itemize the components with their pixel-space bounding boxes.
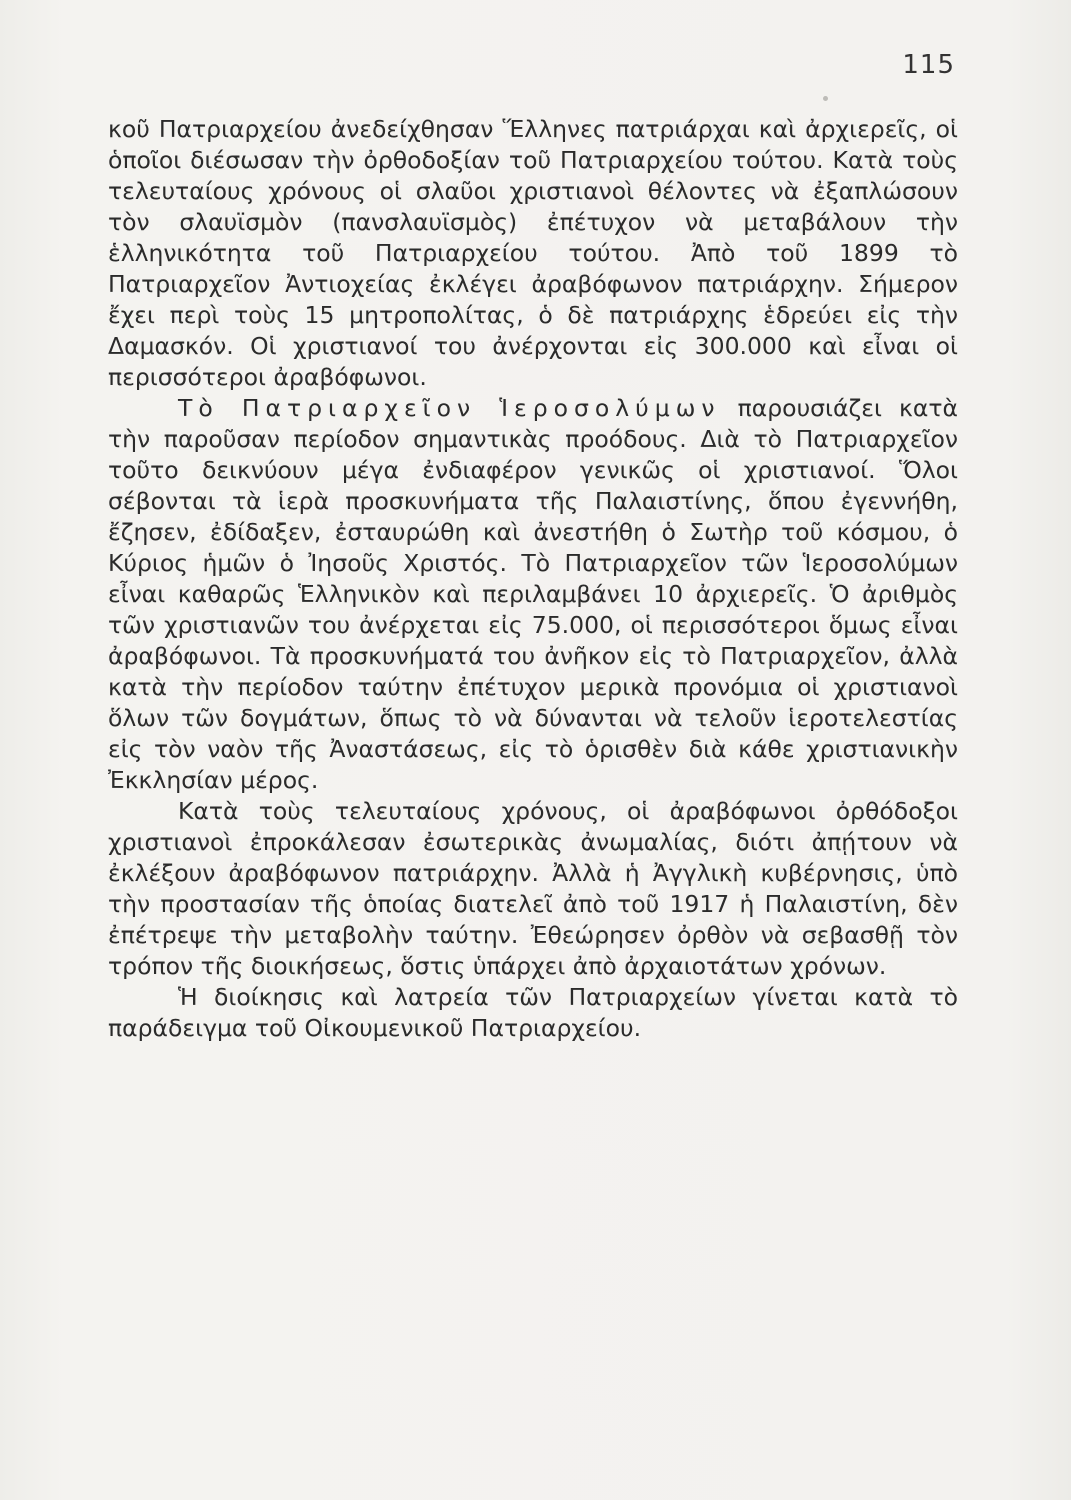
paragraph-jerusalem <box>108 393 958 796</box>
paragraph-antioch-text: κοῦ Πατριαρχείου ἀνεδείχθησαν Ἕλληνες πατριάρχαι καὶ ἀρχιερεῖς, οἱ ὁποῖοι διέσωσαν τὴν ὀρθοδοξίαν τοῦ Πατριαρχείου τούτου. Κατὰ τοὺς τελευταίους χρόνους οἱ σλαῦοι χριστιανοὶ θέλοντες νὰ ἐξαπλώσουν τὸν σλαυϊσμὸν (πανσλαυϊσμὸς) ἐπέτυχον νὰ μεταβάλουν τὴν ἑλληνικότητα τοῦ Πατριαρχείου τούτου. Ἀπὸ τοῦ 1899 τὸ Πατριαρχεῖον Ἀντιοχείας ἐκλέγει ἀραβόφωνον πατριάρχην. Σήμερον ἔχει περὶ τοὺς 15 μητροπολίτας, ὁ δὲ πατριάρχης ἑδρεύει εἰς τὴν Δαμασκόν. Οἱ χριστιανοί του ἀνέρχονται εἰς 300.000 καὶ εἶναι οἱ περισσότεροι ἀραβόφωνοι. <box>108 115 958 391</box>
paragraph-jerusalem-text: παρουσιάζει κατὰ τὴν παροῦσαν περίοδον σημαντικὰς προόδους. Διὰ τὸ Πατριαρχεῖον τοῦτο δεικνύουν μέγα ἐνδιαφέρον γενικῶς οἱ χριστιανοί. Ὅλοι σέβονται τὰ ἱερὰ προσκυνήματα τῆς Παλαιστίνης, ὅπου ἐγεννήθη, ἔζησεν, ἐδίδαξεν, ἐσταυρώθη καὶ ἀνεστήθη ὁ Σωτὴρ τοῦ κόσμου, ὁ Κύριος ἡμῶν ὁ Ἰησοῦς Χριστός. Τὸ Πατριαρχεῖον τῶν Ἱεροσολύμων εἶναι καθαρῶς Ἑλληνικὸν καὶ περιλαμβάνει 10 ἀρχιερεῖς. Ὁ ἀριθμὸς τῶν χριστιανῶν του ἀνέρχεται εἰς 75.000, οἱ περισσότεροι ὅμως εἶναι ἀραβόφωνοι. Τὰ προσκυνήματά του ἀνῆκον εἰς τὸ Πατριαρχεῖον, ἀλλὰ κατὰ τὴν περίοδον ταύτην ἐπέτυχον μερικὰ προνόμια οἱ χριστιανοὶ ὅλων τῶν δογμάτων, ὅπως τὸ νὰ δύνανται νὰ τελοῦν ἱεροτελεστίας εἰς τὸν ναὸν τῆς Ἀναστάσεως, εἰς τὸ ὁρισθὲν διὰ κάθε χριστιανικὴν Ἐκκλησίαν μέρος. <box>108 394 958 794</box>
paragraph-administration <box>108 982 958 1044</box>
paragraph-antioch <box>108 114 958 393</box>
paragraph-arabophone <box>108 796 958 982</box>
paragraph-arabophone-text: Κατὰ τοὺς τελευταίους χρόνους, οἱ ἀραβόφωνοι ὀρθόδοξοι χριστιανοὶ ἐπροκάλεσαν ἐσωτερικὰς ἀνωμαλίας, διότι ἀπῄτουν νὰ ἐκλέξουν ἀραβόφωνον πατριάρχην. Ἀλλὰ ἡ Ἀγγλικὴ κυβέρνησις, ὑπὸ τὴν προστασίαν τῆς ὁποίας διατελεῖ ἀπὸ τοῦ 1917 ἡ Παλαιστίνη, δὲν ἐπέτρεψε τὴν μεταβολὴν ταύτην. Ἐθεώρησεν ὀρθὸν νὰ σεβασθῇ τὸν τρόπον τῆς διοικήσεως, ὅστις ὑπάρχει ἀπὸ ἀρχαιοτάτων χρόνων. <box>108 797 958 980</box>
paragraph-administration-text: Ἡ διοίκησις καὶ λατρεία τῶν Πατριαρχείων γίνεται κατὰ τὸ παράδειγμα τοῦ Οἰκουμενικοῦ Πατριαρχείου. <box>108 983 958 1042</box>
page-number: 115 <box>902 50 955 80</box>
body-text <box>108 114 958 1044</box>
paragraph-jerusalem-lead: Τὸ Πατριαρχεῖον Ἱεροσολύμων <box>178 394 721 422</box>
paper-speck <box>823 96 828 101</box>
